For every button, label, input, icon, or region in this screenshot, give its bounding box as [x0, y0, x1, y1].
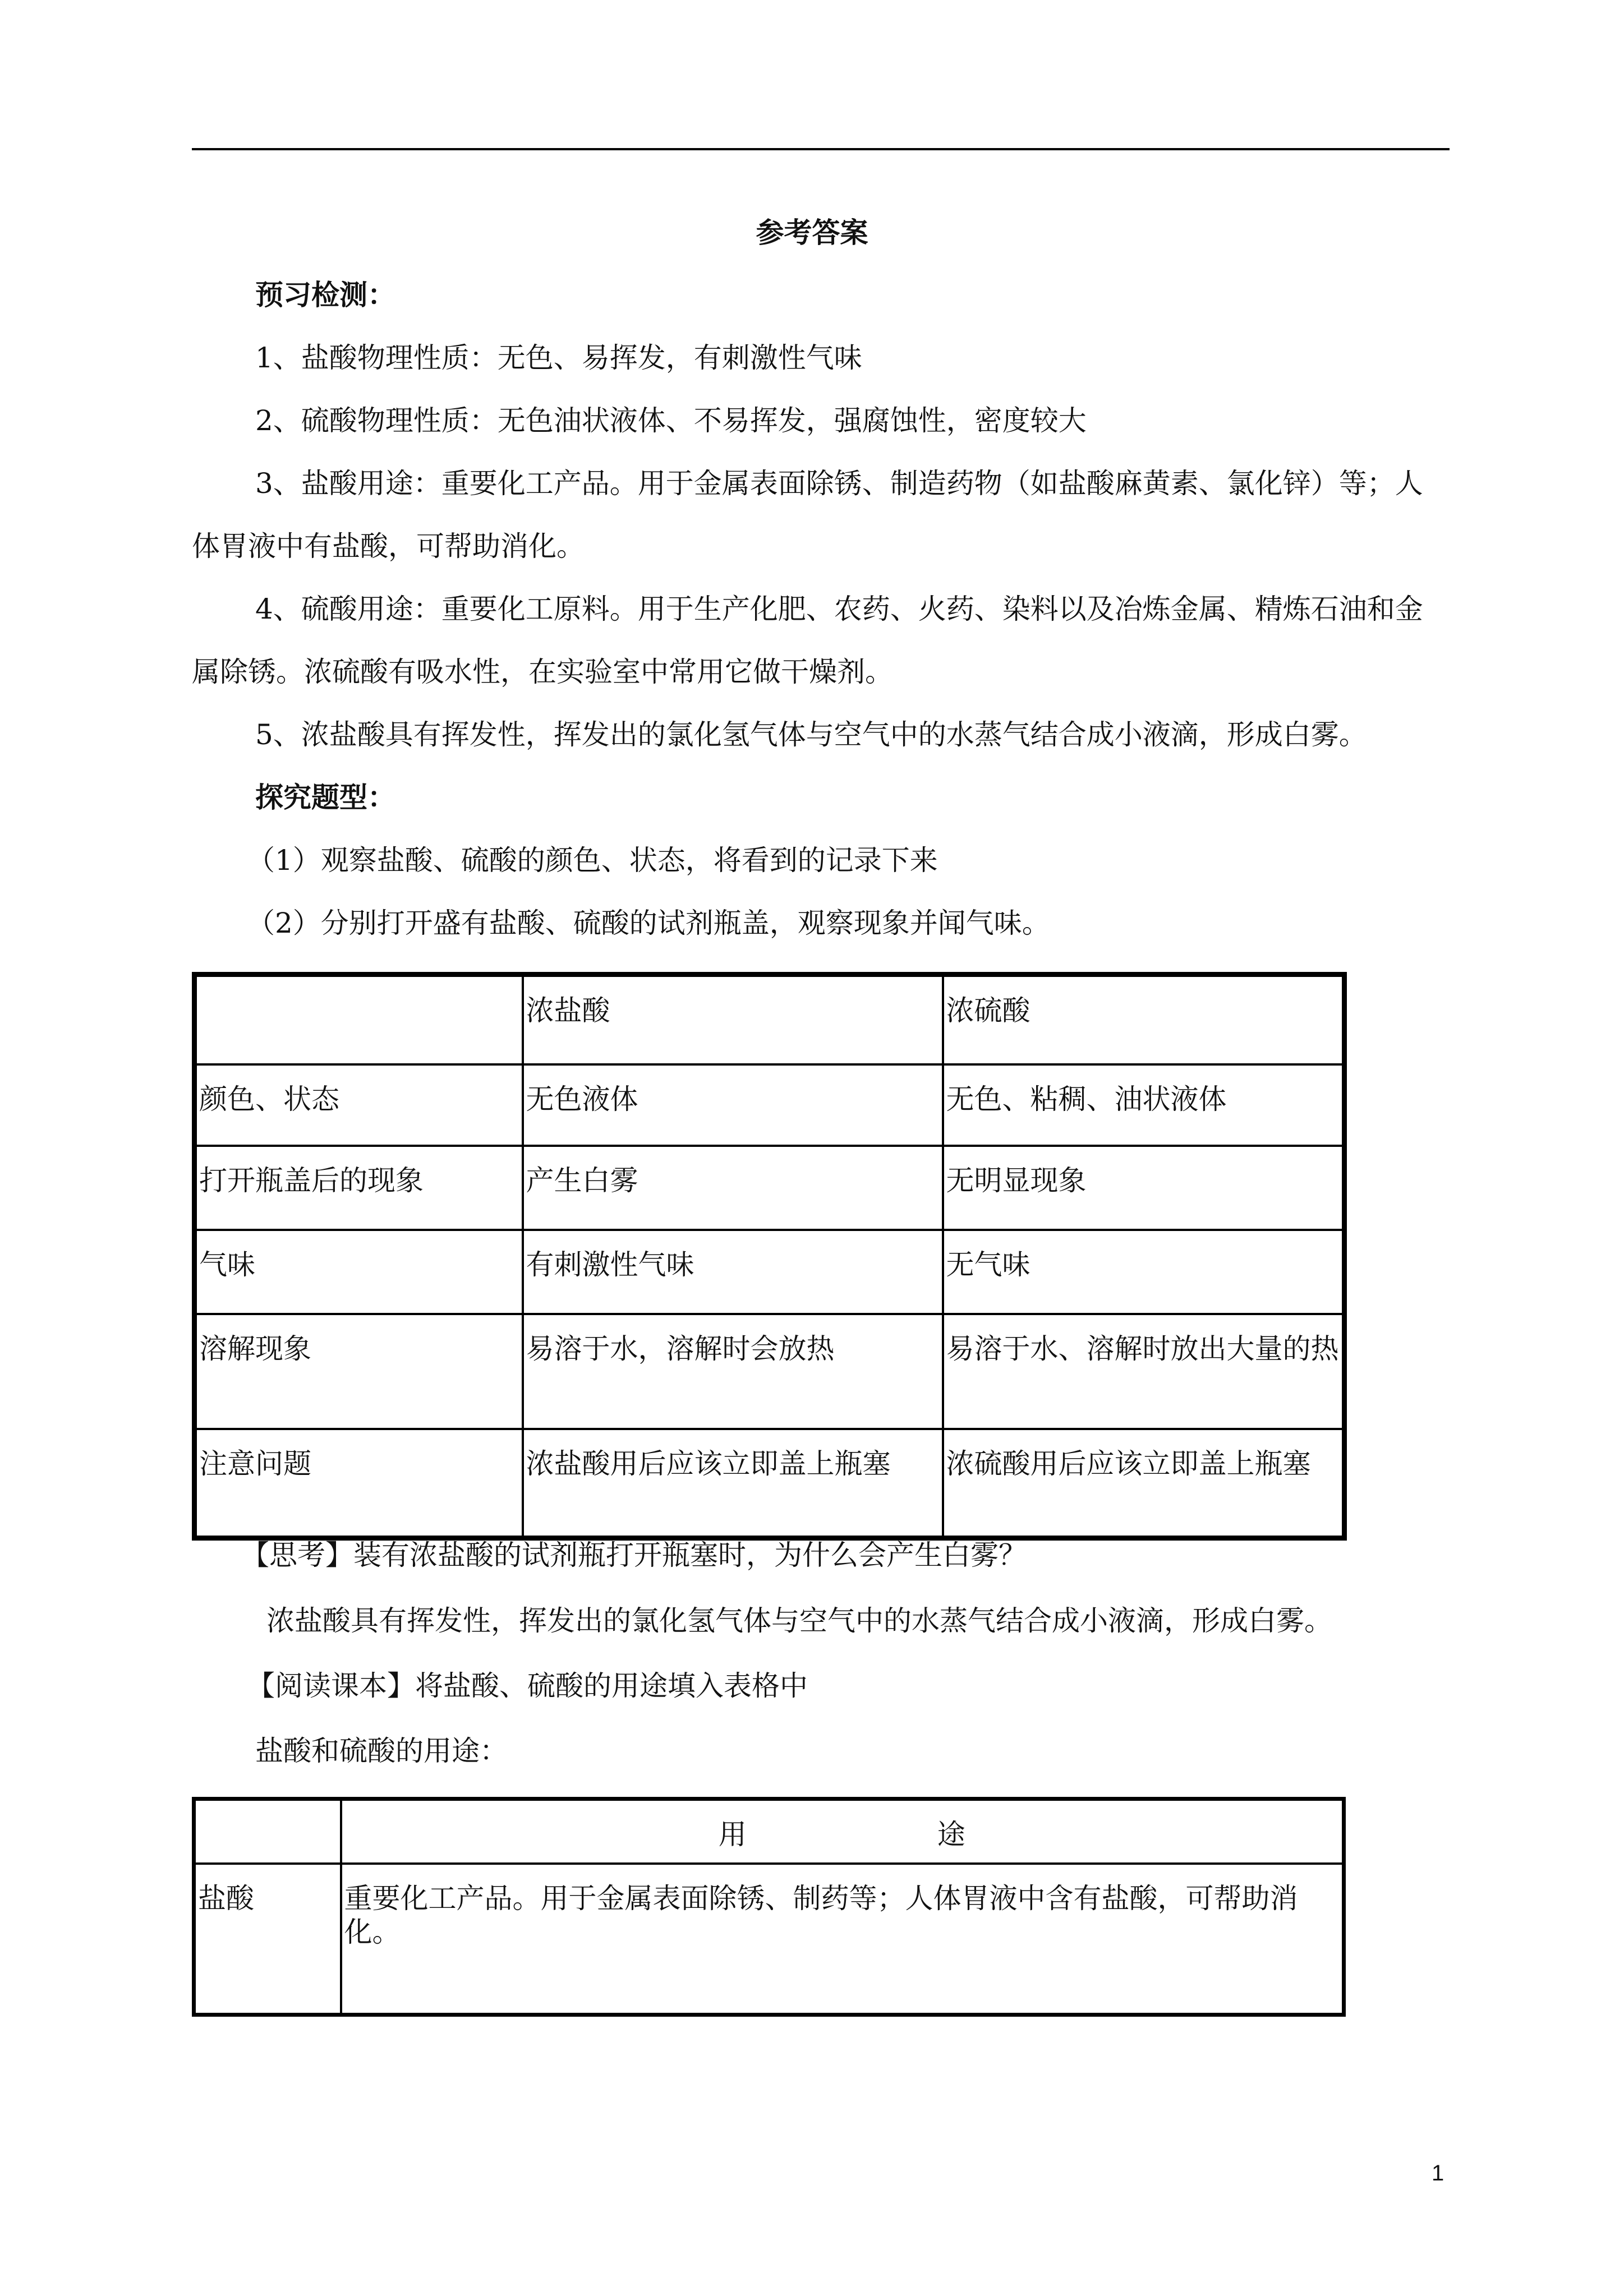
table-cell: 易溶于水，溶解时会放热 [523, 1314, 943, 1429]
think-question: 【思考】装有浓盐酸的试剂瓶打开瓶塞时，为什么会产生白雾？ [241, 1539, 1027, 1571]
page-number: 1 [1432, 2161, 1444, 2186]
table-row [195, 1064, 1345, 1146]
table-cell: 浓盐酸用后应该立即盖上瓶塞 [523, 1429, 943, 1538]
uses-header-char-a: 用 [718, 1818, 747, 1851]
table-cell: 有刺激性气味 [523, 1230, 943, 1314]
table-cell: 无色、粘稠、油状液体 [943, 1064, 1345, 1146]
table-cell: 易溶于水、溶解时放出大量的热 [943, 1314, 1345, 1429]
table-header-row [195, 975, 1345, 1064]
section-heading-explore: 探究题型： [255, 781, 395, 814]
table-cell: 颜色、状态 [195, 1064, 523, 1146]
uses-header-char-b: 途 [937, 1818, 965, 1851]
reading-prompt: 【阅读课本】将盐酸、硫酸的用途填入表格中 [247, 1670, 808, 1702]
explore-step-1: （1）观察盐酸、硫酸的颜色、状态，将看到的记录下来 [247, 844, 938, 877]
table-cell: 无色液体 [523, 1064, 943, 1146]
table-cell: 无气味 [943, 1230, 1345, 1314]
table-header-cell: 浓硫酸 [943, 975, 1345, 1064]
table-cell: 重要化工产品。用于金属表面除锈、制药等；人体胃液中含有盐酸，可帮助消化。 [341, 1864, 1344, 2015]
table-header-cell [341, 1799, 1344, 1864]
table-cell: 产生白雾 [523, 1146, 943, 1230]
table-cell: 气味 [195, 1230, 523, 1314]
table-cell: 盐酸 [194, 1864, 341, 2015]
table-row [195, 1314, 1345, 1429]
preview-item-4-line1: 4、硫酸用途：重要化工原料。用于生产化肥、农药、火药、染料以及冶炼金属、精炼石油和金 [255, 593, 1423, 625]
table-cell: 无明显现象 [943, 1146, 1345, 1230]
preview-item-4-line2: 属除锈。浓硫酸有吸水性，在实验室中常用它做干燥剂。 [192, 656, 893, 688]
table-header-cell: 浓盐酸 [523, 975, 943, 1064]
table-header-row [194, 1799, 1344, 1864]
preview-item-1: 1、盐酸物理性质：无色、易挥发，有刺激性气味 [255, 342, 862, 374]
uses-heading: 盐酸和硫酸的用途： [255, 1735, 508, 1767]
table-row [195, 1230, 1345, 1314]
section-heading-preview: 预习检测： [255, 278, 395, 311]
table-row [194, 1864, 1344, 2015]
think-answer: 浓盐酸具有挥发性，挥发出的氯化氢气体与空气中的水蒸气结合成小液滴，形成白雾。 [266, 1605, 1332, 1637]
table-row [195, 1146, 1345, 1230]
table-cell: 打开瓶盖后的现象 [195, 1146, 523, 1230]
preview-item-3-line1: 3、盐酸用途：重要化工产品。用于金属表面除锈、制造药物（如盐酸麻黄素、氯化锌）等；人 [255, 467, 1423, 500]
explore-step-2: （2）分别打开盛有盐酸、硫酸的试剂瓶盖，观察现象并闻气味。 [247, 907, 1050, 939]
page-title: 参考答案 [756, 216, 868, 249]
table-row [195, 1429, 1345, 1538]
table-cell: 浓硫酸用后应该立即盖上瓶塞 [943, 1429, 1345, 1538]
preview-item-2: 2、硫酸物理性质：无色油状液体、不易挥发，强腐蚀性，密度较大 [255, 404, 1087, 437]
properties-table [192, 972, 1347, 1541]
uses-table [192, 1797, 1346, 2017]
table-cell: 注意问题 [195, 1429, 523, 1538]
table-header-cell [194, 1799, 341, 1864]
table-cell: 溶解现象 [195, 1314, 523, 1429]
preview-item-5: 5、浓盐酸具有挥发性，挥发出的氯化氢气体与空气中的水蒸气结合成小液滴，形成白雾。 [255, 718, 1367, 751]
preview-item-3-line2: 体胃液中有盐酸，可帮助消化。 [192, 530, 585, 563]
table-header-cell [195, 975, 523, 1064]
header-rule [192, 148, 1450, 150]
